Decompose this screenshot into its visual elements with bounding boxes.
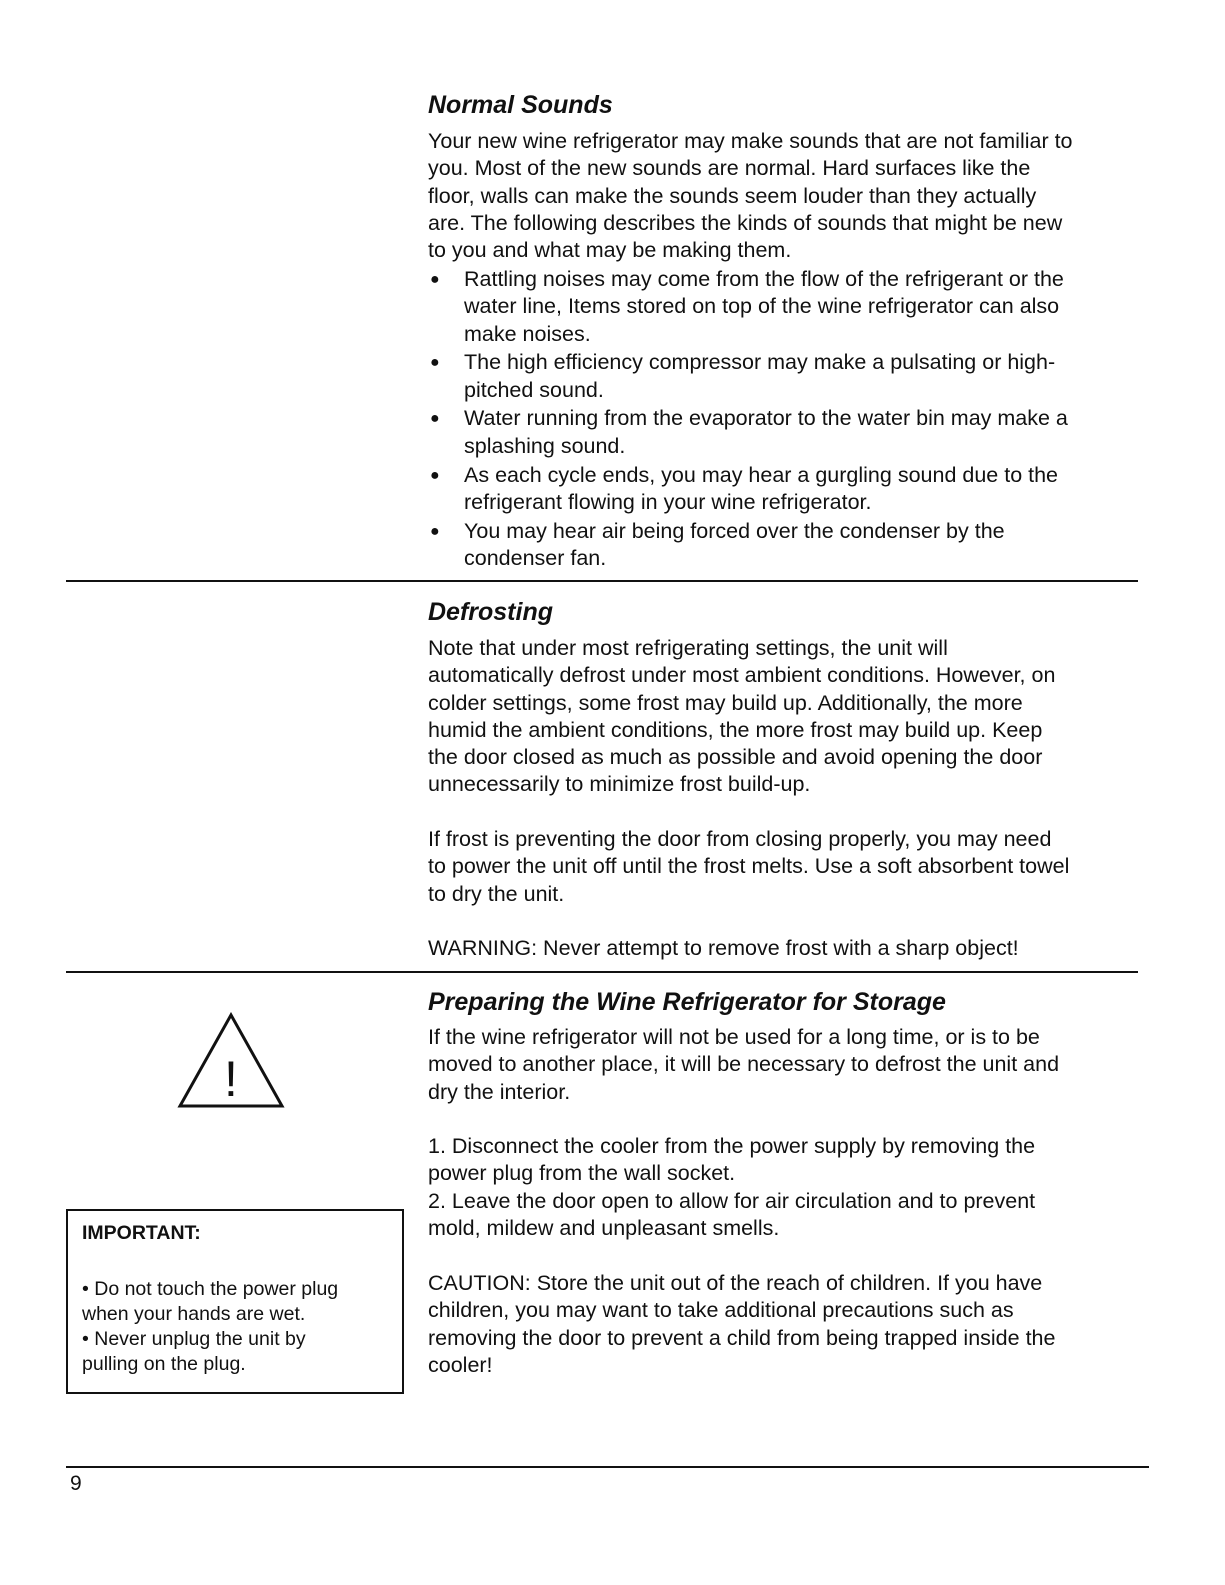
warning-triangle-icon (176, 1012, 286, 1110)
list-item: pulling on the plug. (82, 1353, 246, 1375)
important-list (82, 1277, 390, 1377)
text-line: unnecessarily to minimize frost build-up. (428, 772, 811, 797)
text-line: dry the interior. (428, 1079, 571, 1104)
text-line: If the wine refrigerator will not be used for a long time, or is to be (428, 1025, 1040, 1049)
text-line: humid the ambient conditions, the more frost may build up. Keep (428, 717, 1043, 742)
list-item (428, 266, 1148, 348)
list-item (428, 518, 1148, 573)
list-item: • Never unplug the unit by (82, 1328, 306, 1350)
list-item (428, 405, 1148, 460)
text-line: mold, mildew and unpleasant smells. (428, 1215, 780, 1240)
text-line: pitched sound. (464, 377, 604, 402)
text-line: 1. Disconnect the cooler from the power supply by removing the (428, 1134, 1036, 1158)
text-line: make noises. (464, 321, 591, 346)
text-line: you. Most of the new sounds are normal. Hard surfaces like the (428, 156, 1031, 181)
normal-sounds-heading: Normal Sounds (428, 91, 613, 119)
text-line: condenser fan. (464, 545, 607, 570)
storage-steps (428, 1133, 1148, 1242)
text-line: Rattling noises may come from the flow of the refrigerant or the (464, 267, 1064, 291)
section-divider (66, 580, 1138, 582)
normal-sounds-bullet-list (428, 266, 1148, 574)
text-line: automatically defrost under most ambient conditions. However, on (428, 663, 1056, 688)
text-line: moved to another place, it will be necessary to defrost the unit and (428, 1052, 1060, 1077)
bullet-icon: ● (430, 354, 440, 372)
text-line: cooler! (428, 1352, 493, 1377)
storage-intro (428, 1024, 1148, 1106)
text-line: splashing sound. (464, 433, 626, 458)
normal-sounds-intro (428, 128, 1148, 264)
defrosting-paragraph-1 (428, 635, 1148, 799)
storage-caution (428, 1270, 1148, 1379)
defrosting-warning: WARNING: Never attempt to remove frost with a sharp object! (428, 936, 1019, 960)
important-notice-box (66, 1209, 404, 1394)
list-item: when your hands are wet. (82, 1303, 306, 1325)
bullet-icon: ● (430, 271, 440, 288)
text-line: colder settings, some frost may build up. Additionally, the more (428, 690, 1023, 715)
text-line: are. The following describes the kinds of sounds that might be new (428, 210, 1063, 235)
text-line: Water running from the evaporator to the water bin may make a (464, 406, 1068, 431)
text-line: The high efficiency compressor may make a pulsating or high- (464, 350, 1056, 375)
text-line: to power the unit off until the frost melts. Use a soft absorbent towel (428, 854, 1070, 879)
text-line: children, you may want to take additional precautions such as (428, 1298, 1014, 1323)
text-line: CAUTION: Store the unit out of the reach of children. If you have (428, 1271, 1043, 1295)
footer-divider (66, 1466, 1149, 1468)
warning-symbol: ! (224, 1051, 238, 1107)
section-divider (66, 971, 1138, 973)
page-number: 9 (70, 1472, 82, 1495)
text-line: 2. Leave the door open to allow for air circulation and to prevent (428, 1188, 1036, 1213)
text-line: If frost is preventing the door from closing properly, you may need (428, 827, 1052, 851)
text-line: refrigerant flowing in your wine refrigerator. (464, 489, 872, 514)
text-line: floor, walls can make the sounds seem louder than they actually (428, 183, 1037, 208)
bullet-icon: ● (430, 522, 440, 540)
list-item (428, 462, 1148, 517)
text-line: power plug from the wall socket. (428, 1161, 736, 1186)
text-line: Note that under most refrigerating settings, the unit will (428, 636, 948, 660)
text-line: You may hear air being forced over the condenser by the (464, 518, 1005, 543)
list-item (428, 349, 1148, 404)
text-line: to dry the unit. (428, 881, 565, 906)
bullet-icon: ● (430, 466, 440, 484)
text-line: removing the door to prevent a child from being trapped inside the (428, 1325, 1056, 1350)
storage-heading: Preparing the Wine Refrigerator for Storage (428, 988, 946, 1016)
text-line: As each cycle ends, you may hear a gurgling sound due to the (464, 462, 1059, 487)
text-line: water line, Items stored on top of the wine refrigerator can also (464, 294, 1060, 319)
defrosting-heading: Defrosting (428, 598, 553, 626)
text-line: to you and what may be making them. (428, 238, 792, 263)
text-line: Your new wine refrigerator may make sounds that are not familiar to (428, 129, 1073, 153)
bullet-icon: ● (430, 410, 440, 428)
text-line: the door closed as much as possible and avoid opening the door (428, 745, 1043, 770)
important-title: IMPORTANT: (82, 1222, 201, 1244)
defrosting-paragraph-2 (428, 826, 1148, 908)
list-item: • Do not touch the power plug (82, 1278, 339, 1300)
